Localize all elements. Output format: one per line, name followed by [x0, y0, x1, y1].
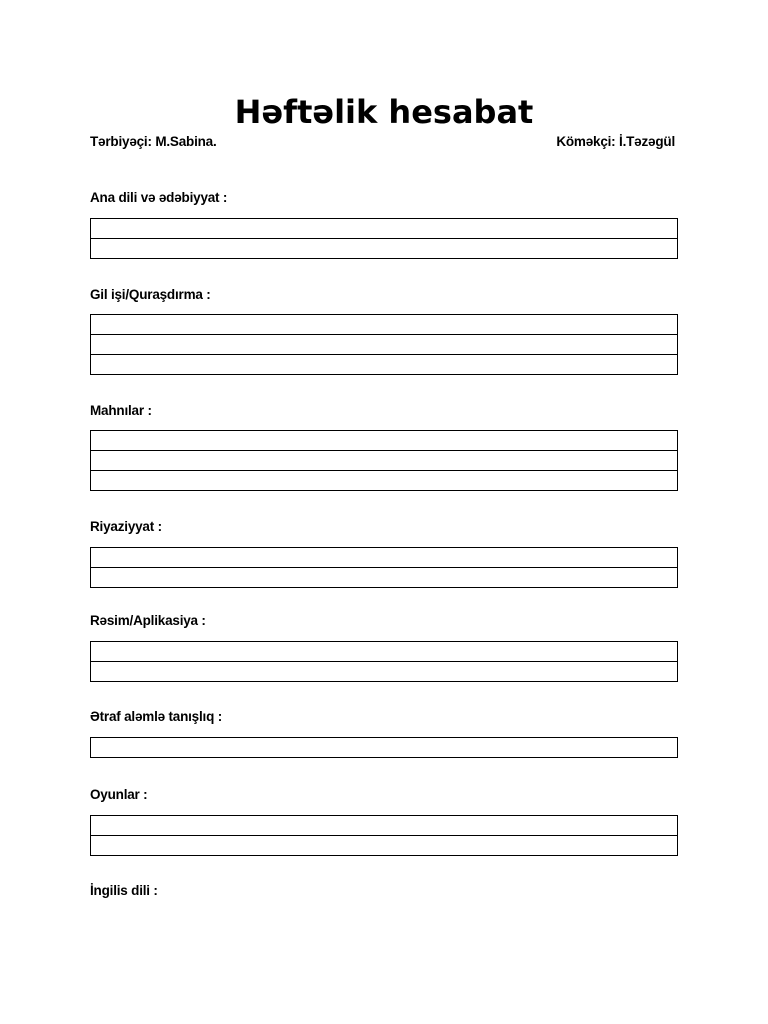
entry-table: [90, 641, 678, 682]
section-label: Oyunlar :: [90, 787, 148, 802]
section-english: [90, 882, 678, 900]
entry-table: [90, 815, 678, 856]
entry-row[interactable]: [91, 451, 677, 471]
section-clay-construction: [90, 286, 678, 304]
section-language-literature: [90, 189, 678, 207]
educator-name: Tərbiyəçi: M.Sabina.: [90, 134, 217, 149]
entry-table: [90, 430, 678, 491]
section-games: [90, 786, 678, 804]
entry-row[interactable]: [91, 568, 677, 587]
entry-row[interactable]: [91, 335, 677, 355]
section-drawing-applique: [90, 612, 678, 630]
section-mathematics: [90, 518, 678, 536]
entry-row[interactable]: [91, 738, 677, 757]
page-title: Həftəlik hesabat: [234, 93, 534, 131]
entry-table: [90, 314, 678, 375]
entry-row[interactable]: [91, 836, 677, 855]
entry-table: [90, 218, 678, 259]
entry-row[interactable]: [91, 315, 677, 335]
entry-table: [90, 737, 678, 758]
entry-row[interactable]: [91, 816, 677, 836]
section-label: İngilis dili :: [90, 883, 158, 898]
assistant-name: Köməkçi: İ.Təzəgül: [556, 134, 675, 149]
section-label: Ətraf aləmlə tanışlıq :: [90, 709, 222, 724]
entry-row[interactable]: [91, 471, 677, 490]
section-label: Ana dili və ədəbiyyat :: [90, 190, 228, 205]
entry-row[interactable]: [91, 548, 677, 568]
entry-row[interactable]: [91, 239, 677, 258]
section-label: Mahnılar :: [90, 403, 152, 418]
section-label: Riyaziyyat :: [90, 519, 162, 534]
entry-row[interactable]: [91, 355, 677, 374]
entry-row[interactable]: [91, 219, 677, 239]
section-environment: [90, 708, 678, 726]
entry-row[interactable]: [91, 662, 677, 681]
section-label: Rəsim/Aplikasiya :: [90, 613, 206, 628]
entry-table: [90, 547, 678, 588]
section-label: Gil işi/Quraşdırma :: [90, 287, 211, 302]
entry-row[interactable]: [91, 642, 677, 662]
section-songs: [90, 402, 678, 420]
entry-row[interactable]: [91, 431, 677, 451]
